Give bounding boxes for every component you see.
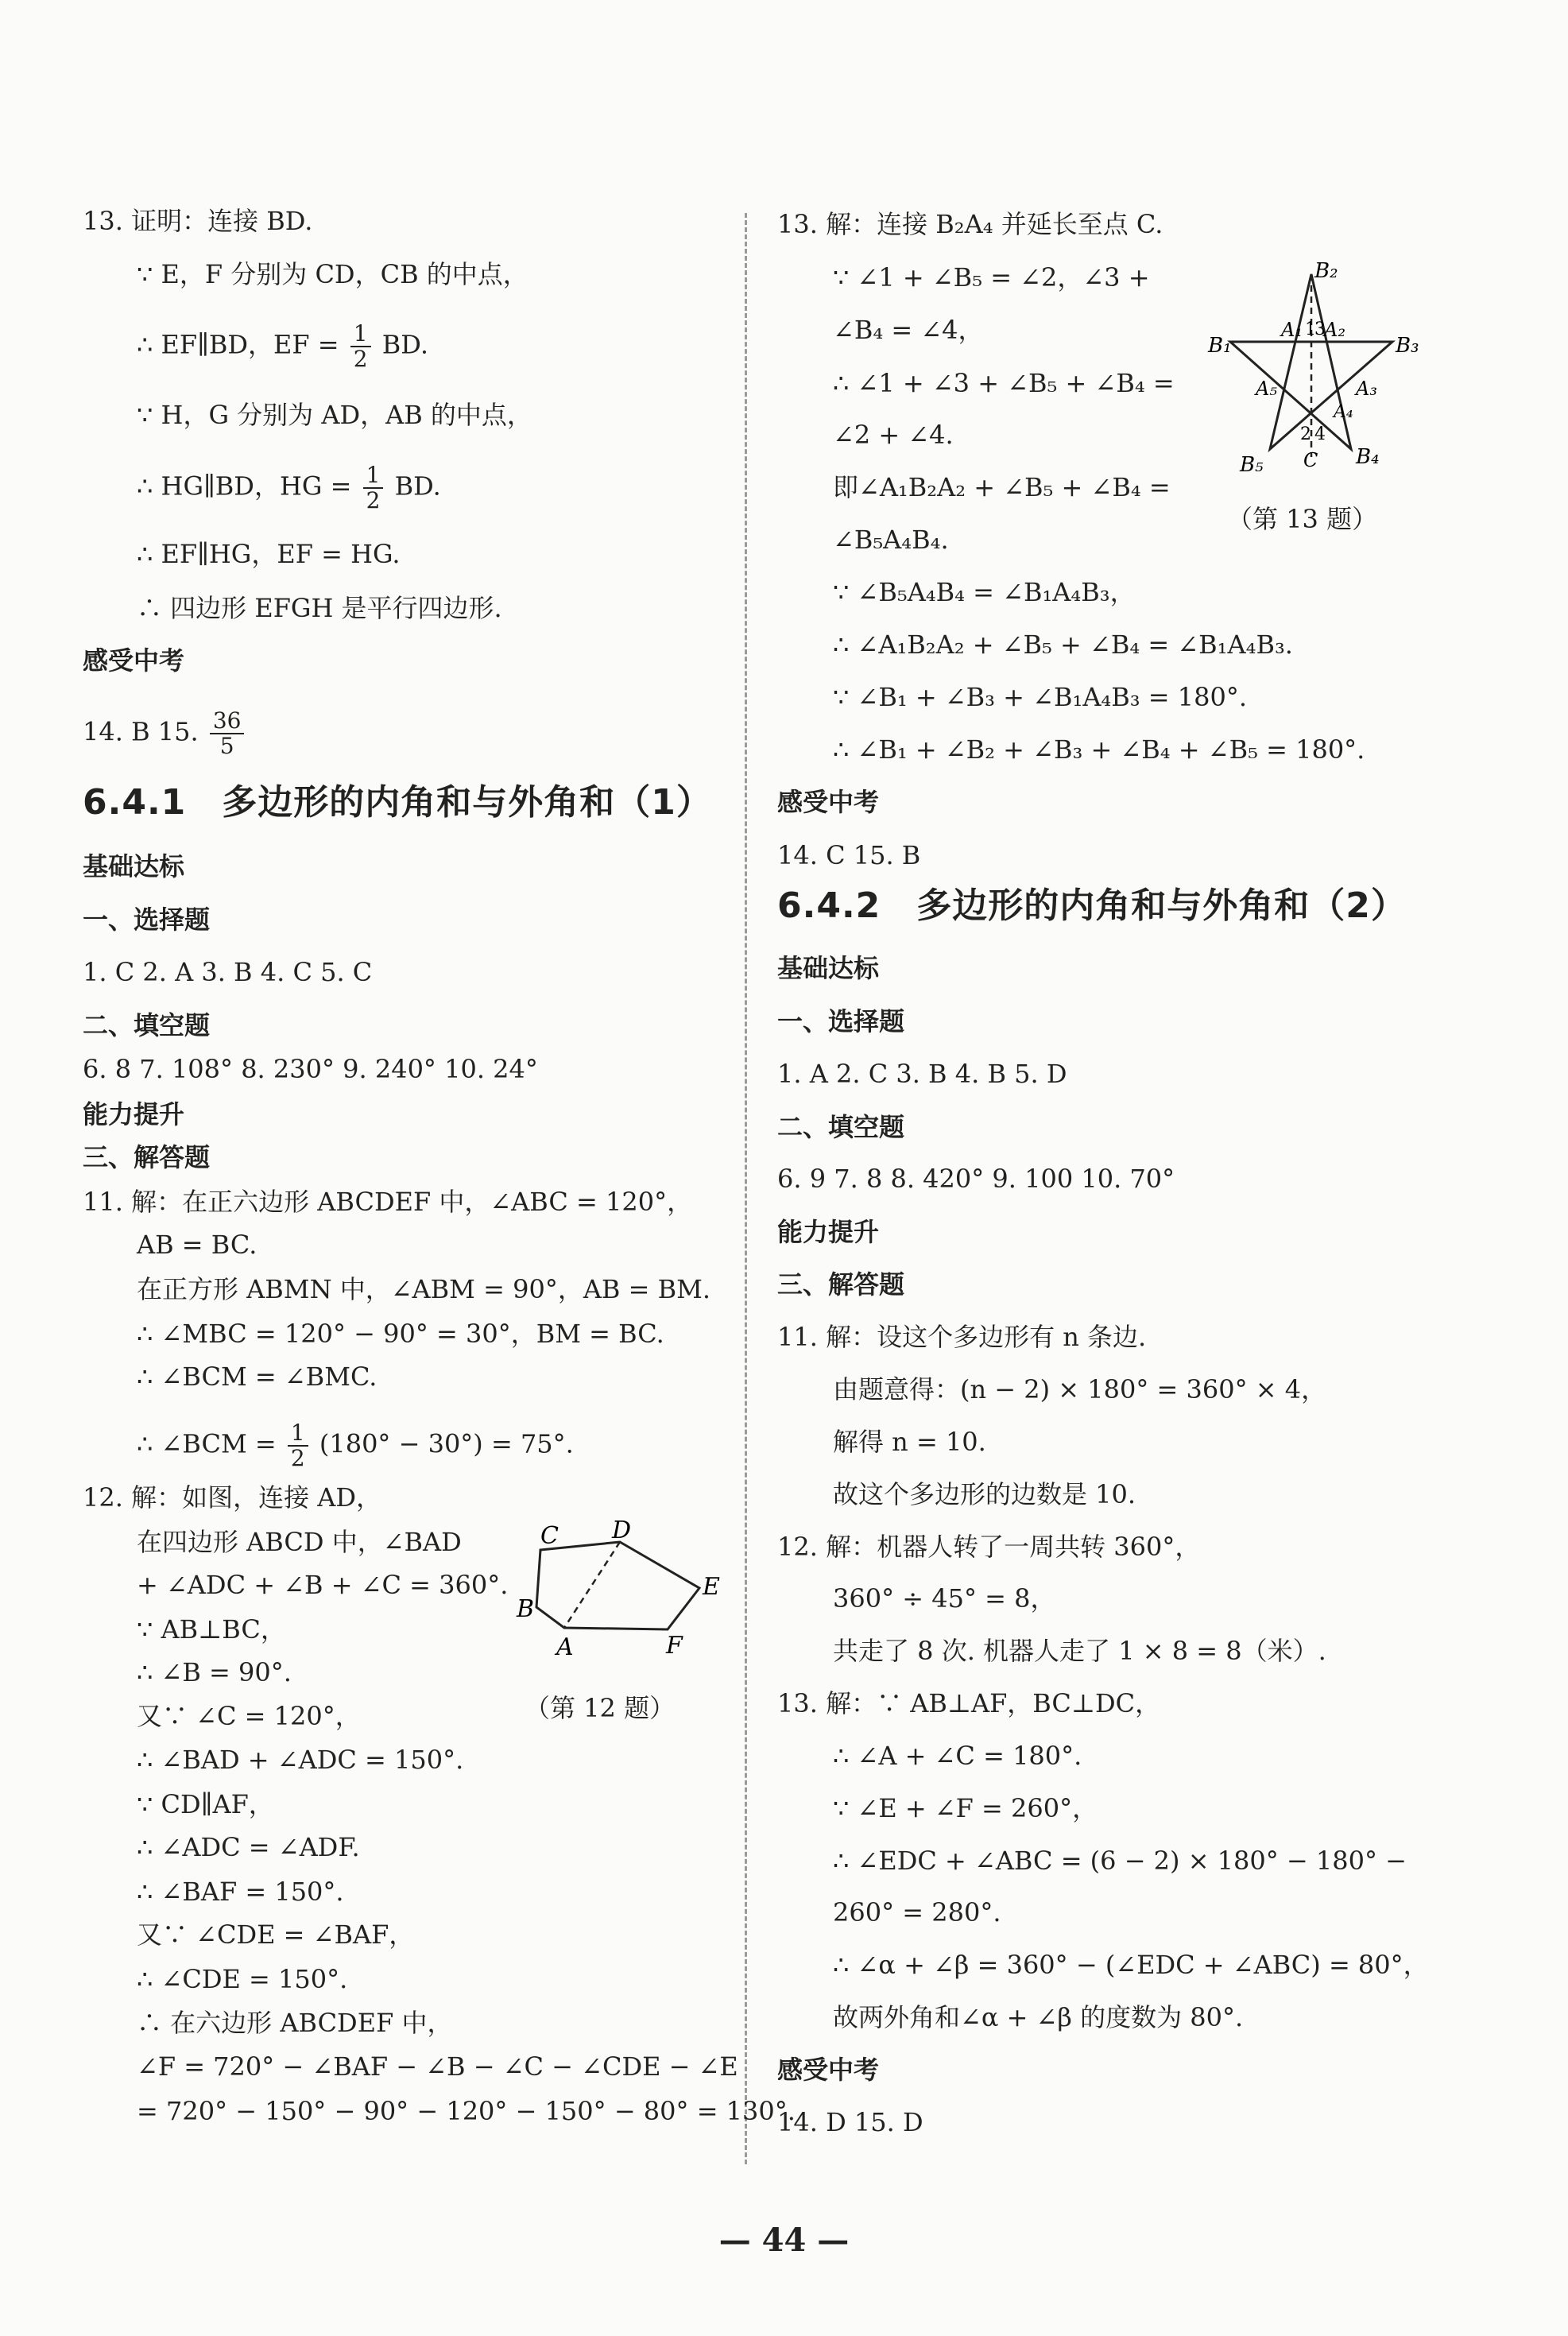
answer-line: ∴ ∠A₁B₂A₂ + ∠B₅ + ∠B₄ = ∠B₁A₄B₃. bbox=[833, 630, 1293, 660]
svg-text:A₃: A₃ bbox=[1356, 378, 1377, 400]
answer-line: ∠B₅A₄B₄. bbox=[833, 525, 949, 555]
answer-line: ∴ ∠B₁ + ∠B₂ + ∠B₃ + ∠B₄ + ∠B₅ = 180°. bbox=[833, 734, 1365, 765]
answer-line: ∴ ∠1 + ∠3 + ∠B₅ + ∠B₄ = bbox=[833, 368, 1175, 398]
svg-text:B₂: B₂ bbox=[1314, 259, 1338, 283]
answer-line: ∴ ∠BAF = 150°. bbox=[137, 1877, 344, 1907]
answer-line: ∵ ∠B₅A₄B₄ = ∠B₁A₄B₃， bbox=[833, 577, 1136, 607]
answer-line: 故两外角和∠α + ∠β 的度数为 80°. bbox=[833, 2002, 1244, 2032]
answer-line: ∴ ∠MBC = 120° − 90° = 30°，BM = BC. bbox=[137, 1319, 664, 1349]
hexagon-figure bbox=[493, 1518, 731, 1661]
answer-line: = 720° − 150° − 90° − 120° − 150° − 80° = 130°. bbox=[137, 2096, 796, 2126]
answer-line: 13. 解：连接 B₂A₄ 并延长至点 C. bbox=[777, 209, 1163, 239]
subsection-heading: 感受中考 bbox=[83, 645, 185, 676]
answer-line: ∵ ∠1 + ∠B₅ = ∠2，∠3 + bbox=[833, 262, 1150, 292]
svg-text:A₄: A₄ bbox=[1334, 402, 1353, 422]
answer-line: 13. 证明：连接 BD. bbox=[83, 206, 313, 236]
subsection-heading: 基础达标 bbox=[777, 953, 880, 983]
fraction: $\frac{1}{2}$ bbox=[288, 1421, 308, 1470]
answer-line: ∵ ∠B₁ + ∠B₃ + ∠B₁A₄B₃ = 180°. bbox=[833, 682, 1247, 712]
fraction: $\frac{1}{2}$ bbox=[363, 463, 384, 513]
answer-line: 11. 解：在正六边形 ABCDEF 中，∠ABC = 120°， bbox=[83, 1187, 693, 1217]
answer-line: 6. 9 7. 8 8. 420° 9. 100 10. 70° bbox=[777, 1164, 1175, 1194]
subsection-heading: 感受中考 bbox=[777, 787, 880, 817]
svg-text:B₁: B₁ bbox=[1208, 334, 1232, 358]
star-figure bbox=[1208, 258, 1419, 477]
svg-text:4: 4 bbox=[1314, 424, 1326, 444]
answer-line: 14. C 15. B bbox=[777, 840, 921, 870]
answer-line: 260° = 280°. bbox=[833, 1897, 1001, 1927]
answer-line: 解得 n = 10. bbox=[833, 1427, 986, 1457]
answer-line: 即∠A₁B₂A₂ + ∠B₅ + ∠B₄ = bbox=[833, 472, 1171, 502]
svg-text:B₃: B₃ bbox=[1396, 334, 1419, 358]
answer-line: 11. 解：设这个多边形有 n 条边. bbox=[777, 1322, 1147, 1352]
answer-line: 14. B 15. $\frac{36}{5}$ bbox=[83, 709, 247, 758]
answer-line: 13. 解：∵ AB⊥AF，BC⊥DC， bbox=[777, 1688, 1161, 1718]
answer-line: 由题意得：(n − 2) × 180° = 360° × 4， bbox=[833, 1374, 1327, 1404]
figure-label: A bbox=[556, 1633, 574, 1661]
answer-line: ∴ 在六边形 ABCDEF 中， bbox=[137, 2008, 453, 2038]
answer-line: ∴ ∠α + ∠β = 360° − (∠EDC + ∠ABC) = 80°， bbox=[833, 1950, 1429, 1980]
svg-text:A₅: A₅ bbox=[1256, 378, 1277, 400]
answer-line: 又∵ ∠C = 120°， bbox=[137, 1701, 361, 1731]
answer-line: ∴ ∠BCM = ∠BMC. bbox=[137, 1362, 377, 1392]
subsection-heading: 二、填空题 bbox=[777, 1112, 905, 1142]
svg-text:C: C bbox=[1303, 449, 1318, 471]
answer-line: 共走了 8 次. 机器人走了 1 × 8 = 8（米）. bbox=[833, 1636, 1326, 1666]
answer-line: ∴ ∠CDE = 150°. bbox=[137, 1964, 348, 1994]
svg-text:B₅: B₅ bbox=[1240, 453, 1264, 477]
svg-text:1: 1 bbox=[1305, 320, 1316, 339]
answer-line: ∠2 + ∠4. bbox=[833, 420, 954, 450]
figure-label: D bbox=[612, 1517, 632, 1544]
answer-line: 12. 解：如图，连接 AD， bbox=[83, 1482, 382, 1513]
answer-line: 又∵ ∠CDE = ∠BAF， bbox=[137, 1920, 415, 1950]
figure-caption: （第 12 题） bbox=[525, 1693, 676, 1723]
subsection-heading: 能力提升 bbox=[83, 1099, 185, 1129]
answer-line: + ∠ADC + ∠B + ∠C = 360°. bbox=[137, 1570, 509, 1600]
section-title: 6.4.1 多边形的内角和与外角和（1） bbox=[83, 782, 712, 823]
answer-line: ∵ E，F 分别为 CD，CB 的中点， bbox=[137, 259, 528, 289]
answer-line: 在正方形 ABMN 中，∠ABM = 90°，AB = BM. bbox=[137, 1274, 711, 1304]
answer-line: ∴ HG∥BD，HG = $\frac{1}{2}$ BD. bbox=[137, 462, 441, 513]
column-divider bbox=[745, 213, 747, 2164]
figure-label: C bbox=[540, 1522, 559, 1550]
answer-line: ∴ ∠BCM = $\frac{1}{2}$ (180° − 30°) = 75°. bbox=[137, 1420, 574, 1471]
answer-line: ∴ ∠BAD + ∠ADC = 150°. bbox=[137, 1745, 464, 1775]
answer-line: ∵ ∠E + ∠F = 260°， bbox=[833, 1793, 1098, 1823]
answer-line: 360° ÷ 45° = 8， bbox=[833, 1583, 1056, 1614]
figure-caption: （第 13 题） bbox=[1227, 504, 1378, 534]
subsection-heading: 能力提升 bbox=[777, 1217, 880, 1247]
answer-line: ∴ 四边形 EFGH 是平行四边形. bbox=[137, 593, 502, 623]
page-number: — 44 — bbox=[718, 2222, 850, 2259]
answer-line: ∵ H，G 分别为 AD，AB 的中点， bbox=[137, 400, 532, 430]
subsection-heading: 一、选择题 bbox=[777, 1006, 905, 1036]
answer-line: 14. D 15. D bbox=[777, 2107, 923, 2137]
section-title: 6.4.2 多边形的内角和与外角和（2） bbox=[777, 885, 1407, 926]
answer-line: ∠F = 720° − ∠BAF − ∠B − ∠C − ∠CDE − ∠E bbox=[137, 2051, 738, 2082]
figure-label: B bbox=[517, 1595, 535, 1623]
subsection-heading: 三、解答题 bbox=[83, 1142, 211, 1172]
svg-text:A₁: A₁ bbox=[1281, 319, 1303, 341]
subsection-heading: 基础达标 bbox=[83, 851, 185, 881]
figure-label: F bbox=[666, 1632, 683, 1660]
answer-line: 6. 8 7. 108° 8. 230° 9. 240° 10. 24° bbox=[83, 1054, 538, 1084]
answer-line: 1. C 2. A 3. B 4. C 5. C bbox=[83, 957, 373, 987]
answer-line: 1. A 2. C 3. B 4. B 5. D bbox=[777, 1059, 1067, 1089]
answer-line: ∠B₄ = ∠4， bbox=[833, 315, 984, 345]
svg-text:3: 3 bbox=[1314, 320, 1326, 339]
subsection-heading: 二、填空题 bbox=[83, 1010, 211, 1040]
answer-line: ∵ AB⊥BC， bbox=[137, 1614, 286, 1644]
subsection-heading: 感受中考 bbox=[777, 2055, 880, 2085]
answer-line: AB = BC. bbox=[137, 1230, 257, 1260]
answer-line: ∴ EF∥HG，EF = HG. bbox=[137, 539, 401, 569]
answer-line: ∴ EF∥BD，EF = $\frac{1}{2}$ BD. bbox=[137, 320, 428, 372]
fraction: $\frac{1}{2}$ bbox=[350, 322, 371, 371]
svg-text:A₂: A₂ bbox=[1324, 319, 1345, 341]
subsection-heading: 三、解答题 bbox=[777, 1269, 905, 1300]
answer-line: ∴ ∠EDC + ∠ABC = (6 − 2) × 180° − 180° − bbox=[833, 1846, 1407, 1876]
svg-text:2: 2 bbox=[1300, 424, 1311, 444]
figure-label: E bbox=[703, 1573, 720, 1601]
answer-line: ∴ ∠A + ∠C = 180°. bbox=[833, 1741, 1082, 1771]
answer-line: ∴ ∠ADC = ∠ADF. bbox=[137, 1832, 360, 1862]
answer-line: ∵ CD∥AF， bbox=[137, 1789, 274, 1819]
answer-line: 12. 解：机器人转了一周共转 360°， bbox=[777, 1532, 1201, 1562]
fraction: $\frac{36}{5}$ bbox=[210, 709, 245, 758]
answer-line: 在四边形 ABCD 中，∠BAD bbox=[137, 1527, 462, 1557]
answer-line: ∴ ∠B = 90°. bbox=[137, 1657, 292, 1687]
svg-text:B₄: B₄ bbox=[1356, 445, 1380, 469]
subsection-heading: 一、选择题 bbox=[83, 905, 211, 935]
answer-line: 故这个多边形的边数是 10. bbox=[833, 1479, 1136, 1509]
